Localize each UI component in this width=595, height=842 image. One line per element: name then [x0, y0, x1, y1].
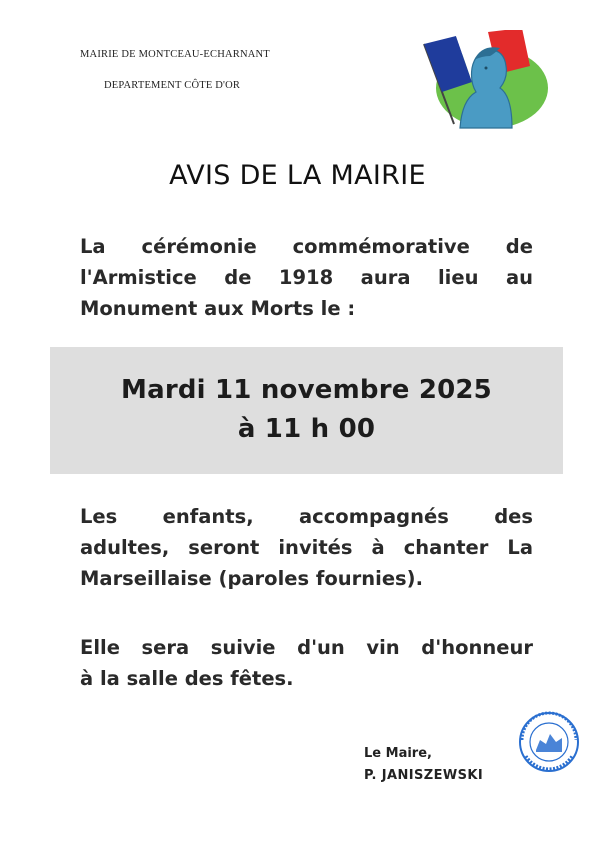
mairie-stamp-icon: [514, 710, 584, 774]
ceremony-paragraph: [80, 231, 533, 324]
paragraph-line: La cérémonie commémorative de: [80, 235, 533, 258]
reception-paragraph: [80, 632, 533, 694]
mairie-name: MAIRIE DE MONTCEAU-ECHARNANT: [80, 49, 270, 60]
event-date: Mardi 11 novembre 2025: [121, 375, 492, 405]
signature-name: P. JANISZEWSKI: [364, 768, 484, 783]
children-paragraph: [80, 501, 533, 594]
event-date-box: [50, 347, 563, 474]
event-time: à 11 h 00: [237, 414, 376, 444]
departement-name: DEPARTEMENT CÔTE D'OR: [104, 80, 241, 91]
marianne-flag-logo: [420, 30, 550, 130]
paragraph-line: Monument aux Morts le :: [80, 297, 356, 320]
paragraph-line: Marseillaise (paroles fournies).: [80, 567, 423, 590]
paragraph-line: adultes, seront invités à chanter La: [80, 536, 533, 559]
paragraph-line: à la salle des fêtes.: [80, 667, 294, 690]
paragraph-line: Les enfants, accompagnés des: [80, 505, 533, 528]
signature-role: Le Maire,: [364, 746, 432, 761]
paragraph-line: Elle sera suivie d'un vin d'honneur: [80, 636, 533, 659]
page-title: AVIS DE LA MAIRIE: [169, 160, 426, 191]
paragraph-line: l'Armistice de 1918 aura lieu au: [80, 266, 533, 289]
